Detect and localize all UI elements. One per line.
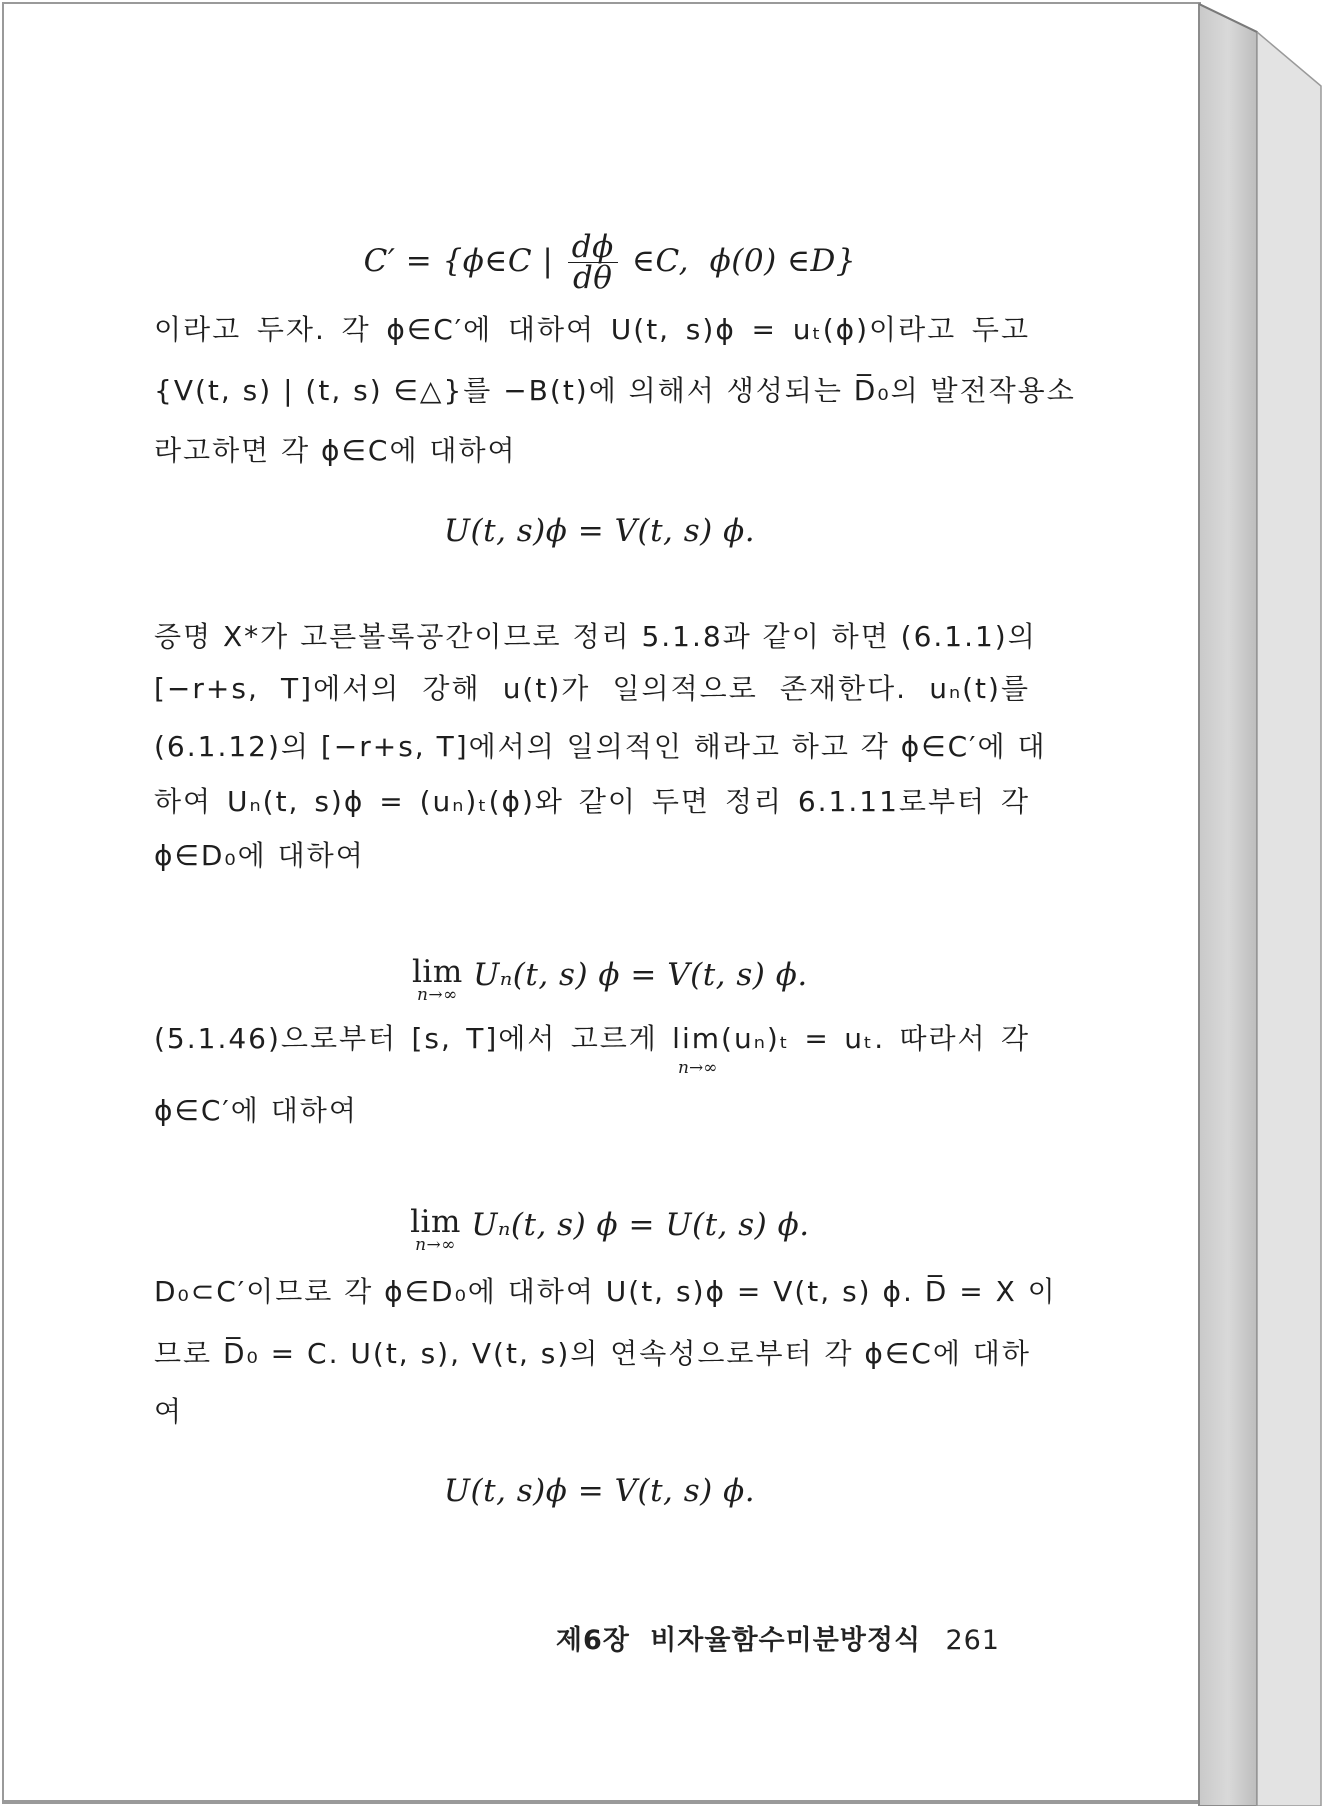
- lim-subscript: n→∞: [416, 985, 458, 1005]
- eq1-lhs: C′ = {ϕ∈C |: [363, 243, 564, 279]
- lim-text: lim: [410, 1204, 461, 1240]
- limit-operator: [410, 1204, 461, 1255]
- proof-line3: (6.1.12)의 [−r+s, T]에서의 일의적인 해라고 하고 각 ϕ∈C′에 대: [154, 730, 1047, 763]
- paragraph4-line3: 여: [154, 1395, 184, 1428]
- lim-text: lim: [412, 954, 463, 990]
- eq4-rest: Uₙ(t, s) ϕ = U(t, s) ϕ.: [460, 1207, 810, 1243]
- page-number: 261: [945, 1625, 1000, 1656]
- fraction-numerator: dϕ: [568, 232, 618, 263]
- book-spine-edge: [1195, 0, 1325, 1806]
- paragraph1-line2: {V(t, s) | (t, s) ∈△}를 −B(t)에 의해서 생성되는 D̅₀의 발전작용소: [154, 374, 1076, 407]
- page-bottom-edge: [2, 1800, 1201, 1804]
- chapter-title: 비자율함수미분방정식: [650, 1625, 922, 1656]
- equation-u-equals-v-1: U(t, s)ϕ = V(t, s) ϕ.: [443, 513, 756, 549]
- lim-subscript: n→∞: [415, 1235, 456, 1255]
- paragraph3-line1: (5.1.46)으로부터 [s, T]에서 고르게 lim(uₙ)ₜ = uₜ. 따라서 각: [154, 1022, 1030, 1055]
- fraction-denominator: dθ: [572, 260, 613, 296]
- paragraph3-line2: ϕ∈C′에 대하여: [154, 1094, 358, 1127]
- proof-line5: ϕ∈D₀에 대하여: [154, 839, 365, 872]
- fraction-dphi-dtheta: [568, 229, 618, 296]
- proof-line2: [−r+s, T]에서의 강해 u(t)가 일의적으로 존재한다. uₙ(t)를: [154, 672, 1030, 705]
- page-footer: [0, 1618, 1000, 1657]
- proof-line1: 증명 X*가 고른볼록공간이므로 정리 5.1.8과 같이 하면 (6.1.1)의: [154, 620, 1037, 653]
- limit-operator: [412, 954, 463, 1005]
- eq1-rhs: ∈C, ϕ(0) ∈D}: [621, 243, 857, 279]
- paragraph4-line2: 므로 D̅₀ = C. U(t, s), V(t, s)의 연속성으로부터 각 ϕ∈C에 대하: [154, 1337, 1031, 1370]
- chapter-label: 제6장: [555, 1625, 630, 1656]
- paragraph1-line1: 이라고 두자. 각 ϕ∈C′에 대하여 U(t, s)ϕ = uₜ(ϕ)이라고 두고: [154, 313, 1030, 346]
- equation-u-equals-v-2: U(t, s)ϕ = V(t, s) ϕ.: [443, 1473, 756, 1509]
- equation-c-prime: [0, 196, 1199, 296]
- equation-limit-u: [0, 1171, 1199, 1253]
- paragraph1-line3: 라고하면 각 ϕ∈C에 대하여: [154, 434, 517, 467]
- proof-line4: 하여 Uₙ(t, s)ϕ = (uₙ)ₜ(ϕ)와 같이 두면 정리 6.1.11로부터 각: [154, 785, 1030, 818]
- eq3-rest: Uₙ(t, s) ϕ = V(t, s) ϕ.: [462, 957, 808, 993]
- paragraph4-line1: D₀⊂C′이므로 각 ϕ∈D₀에 대하여 U(t, s)ϕ = V(t, s) ϕ. D̅ = X 이: [154, 1275, 1057, 1308]
- inline-lim-subscript: n→∞: [678, 1058, 718, 1078]
- equation-limit-v: [0, 921, 1199, 1003]
